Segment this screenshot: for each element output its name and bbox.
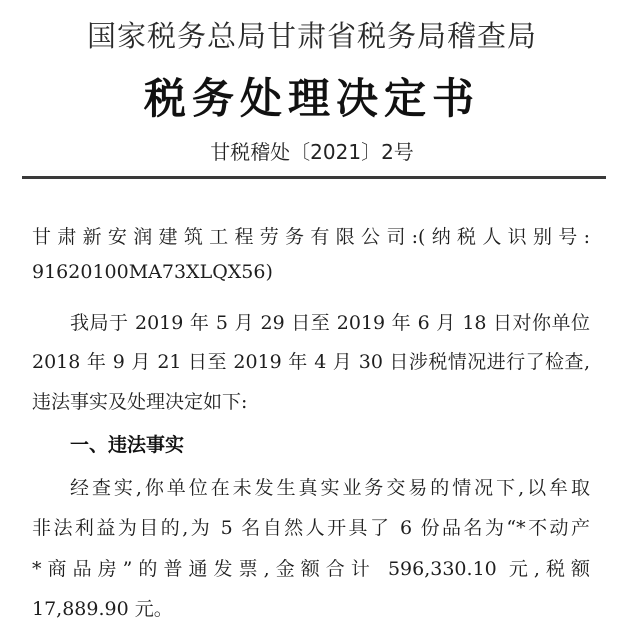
issuer-name: 国家税务总局甘肃省税务局稽查局: [86, 19, 537, 53]
document-title: 税务处理决定书: [143, 74, 480, 123]
intro-line-2: 2018 年 9 月 21 日至 2019 年 4 月 30 日涉税情况进行了检查,: [32, 351, 590, 373]
violation-line-4: 17,889.90 元。: [32, 598, 173, 620]
document-number: 甘税稽处〔2021〕2号: [210, 140, 414, 164]
addressee-line-2: 91620100MA73XLQX56): [32, 261, 273, 283]
violation-line-1: 经查实,你单位在未发生真实业务交易的情况下,以牟取: [70, 477, 590, 499]
violation-line-3: *商品房”的普通发票,金额合计 596,330.10 元,税额: [32, 558, 590, 580]
intro-line-1: 我局于 2019 年 5 月 29 日至 2019 年 6 月 18 日对你单位: [70, 312, 590, 334]
header-divider: [22, 176, 606, 179]
intro-line-3: 违法事实及处理决定如下:: [32, 391, 248, 413]
violation-line-2: 非法利益为目的,为 5 名自然人开具了 6 份品名为“*不动产: [32, 517, 590, 539]
section-heading-violations: 一、违法事实: [70, 434, 185, 456]
addressee-line-1: 甘肃新安润建筑工程劳务有限公司:(纳税人识别号:: [32, 226, 590, 248]
